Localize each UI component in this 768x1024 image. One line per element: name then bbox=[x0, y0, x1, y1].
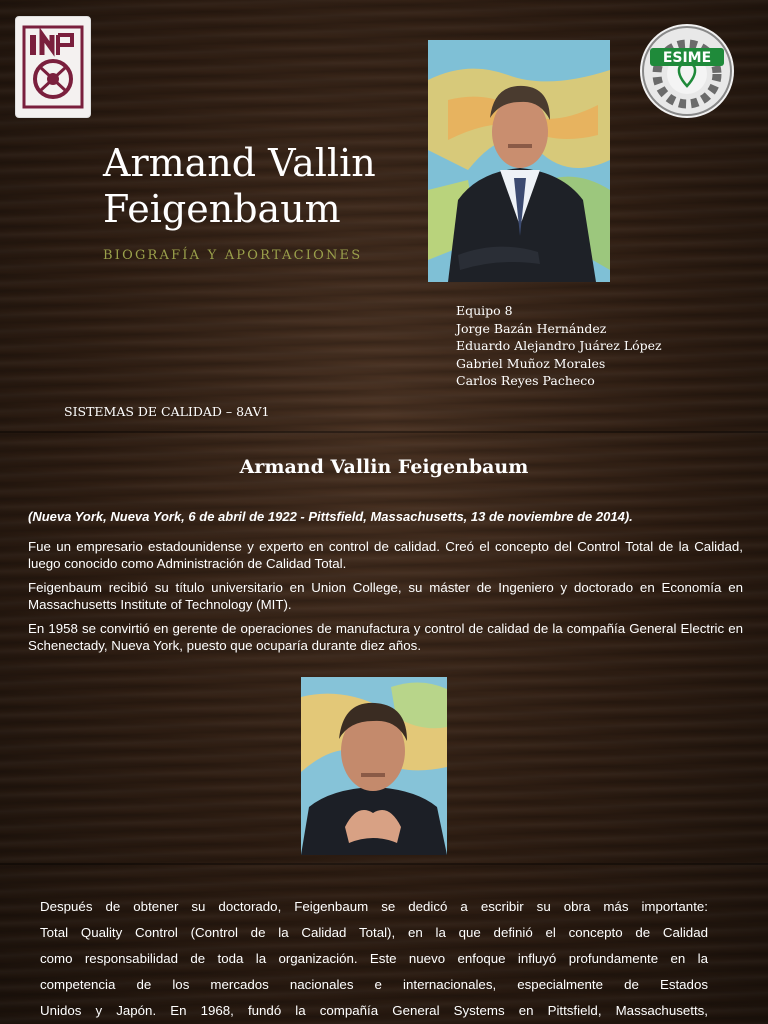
ipn-emblem-icon bbox=[20, 21, 86, 113]
biography-slide bbox=[0, 432, 768, 864]
paragraph: En 1958 se convirtió en gerente de operaciones de manufactura y control de calidad de la compañía General Electric en Schenectady, Nueva York, puesto que ocuparía durante diez años. bbox=[28, 621, 743, 653]
ipn-logo bbox=[15, 16, 91, 118]
course-label: SISTEMAS DE CALIDAD – 8AV1 bbox=[64, 404, 270, 419]
portrait-photo bbox=[428, 40, 610, 282]
biography-text bbox=[28, 538, 743, 661]
esime-gear-icon bbox=[640, 24, 734, 118]
title-slide bbox=[0, 0, 768, 432]
birth-death-dates: (Nueva York, Nueva York, 6 de abril de 1922 - Pittsfield, Massachusetts, 13 de noviembre de 2014). bbox=[28, 509, 633, 524]
text-line: como responsabilidad de toda la organización. Este nuevo enfoque influyó profundamente en la bbox=[40, 951, 708, 966]
page-title bbox=[103, 140, 423, 232]
team-line: Equipo 8 bbox=[456, 303, 513, 318]
team-line: Jorge Bazán Hernández bbox=[456, 320, 607, 336]
portrait-illustration-2 bbox=[301, 677, 447, 855]
title-line-1: Armand Vallin bbox=[103, 141, 376, 185]
team-list bbox=[456, 302, 746, 390]
text-line: Total Quality Control (Control de la Calidad Total), en la que definió el concepto de Calidad bbox=[40, 925, 708, 940]
subtitle: BIOGRAFÍA Y APORTACIONES bbox=[103, 248, 363, 263]
team-line: Eduardo Alejandro Juárez López bbox=[456, 338, 662, 353]
title-line-2: Feigenbaum bbox=[103, 187, 341, 231]
text-line: Unidos y Japón. En 1968, fundó la compañía General Systems en Pittsfield, Massachusetts, bbox=[40, 1003, 708, 1018]
paragraph: Fue un empresario estadounidense y experto en control de calidad. Creó el concepto del Control Total de la Calidad, luego conocido como Administración de Calidad Total. bbox=[28, 539, 743, 571]
team-line: Carlos Reyes Pacheco bbox=[456, 373, 595, 388]
text-line: Después de obtener su doctorado, Feigenbaum se dedicó a escribir su obra más importante: bbox=[40, 899, 708, 914]
portrait-illustration bbox=[428, 40, 610, 282]
team-line: Gabriel Muñoz Morales bbox=[456, 355, 606, 371]
portrait-photo-2 bbox=[301, 677, 447, 855]
section-title: Armand Vallin Feigenbaum bbox=[239, 456, 529, 478]
text-line: competencia de los mercados nacionales e internacionales, especialmente de Estados bbox=[40, 977, 708, 992]
esime-text: ESIME bbox=[662, 50, 712, 66]
contributions-text bbox=[40, 894, 708, 1024]
contributions-slide bbox=[0, 864, 768, 1024]
esime-logo bbox=[640, 24, 734, 118]
paragraph: Feigenbaum recibió su título universitario en Union College, su máster de Ingeniero y doctorado en Economía en Massachusetts Institute of Technology (MIT). bbox=[28, 580, 743, 612]
